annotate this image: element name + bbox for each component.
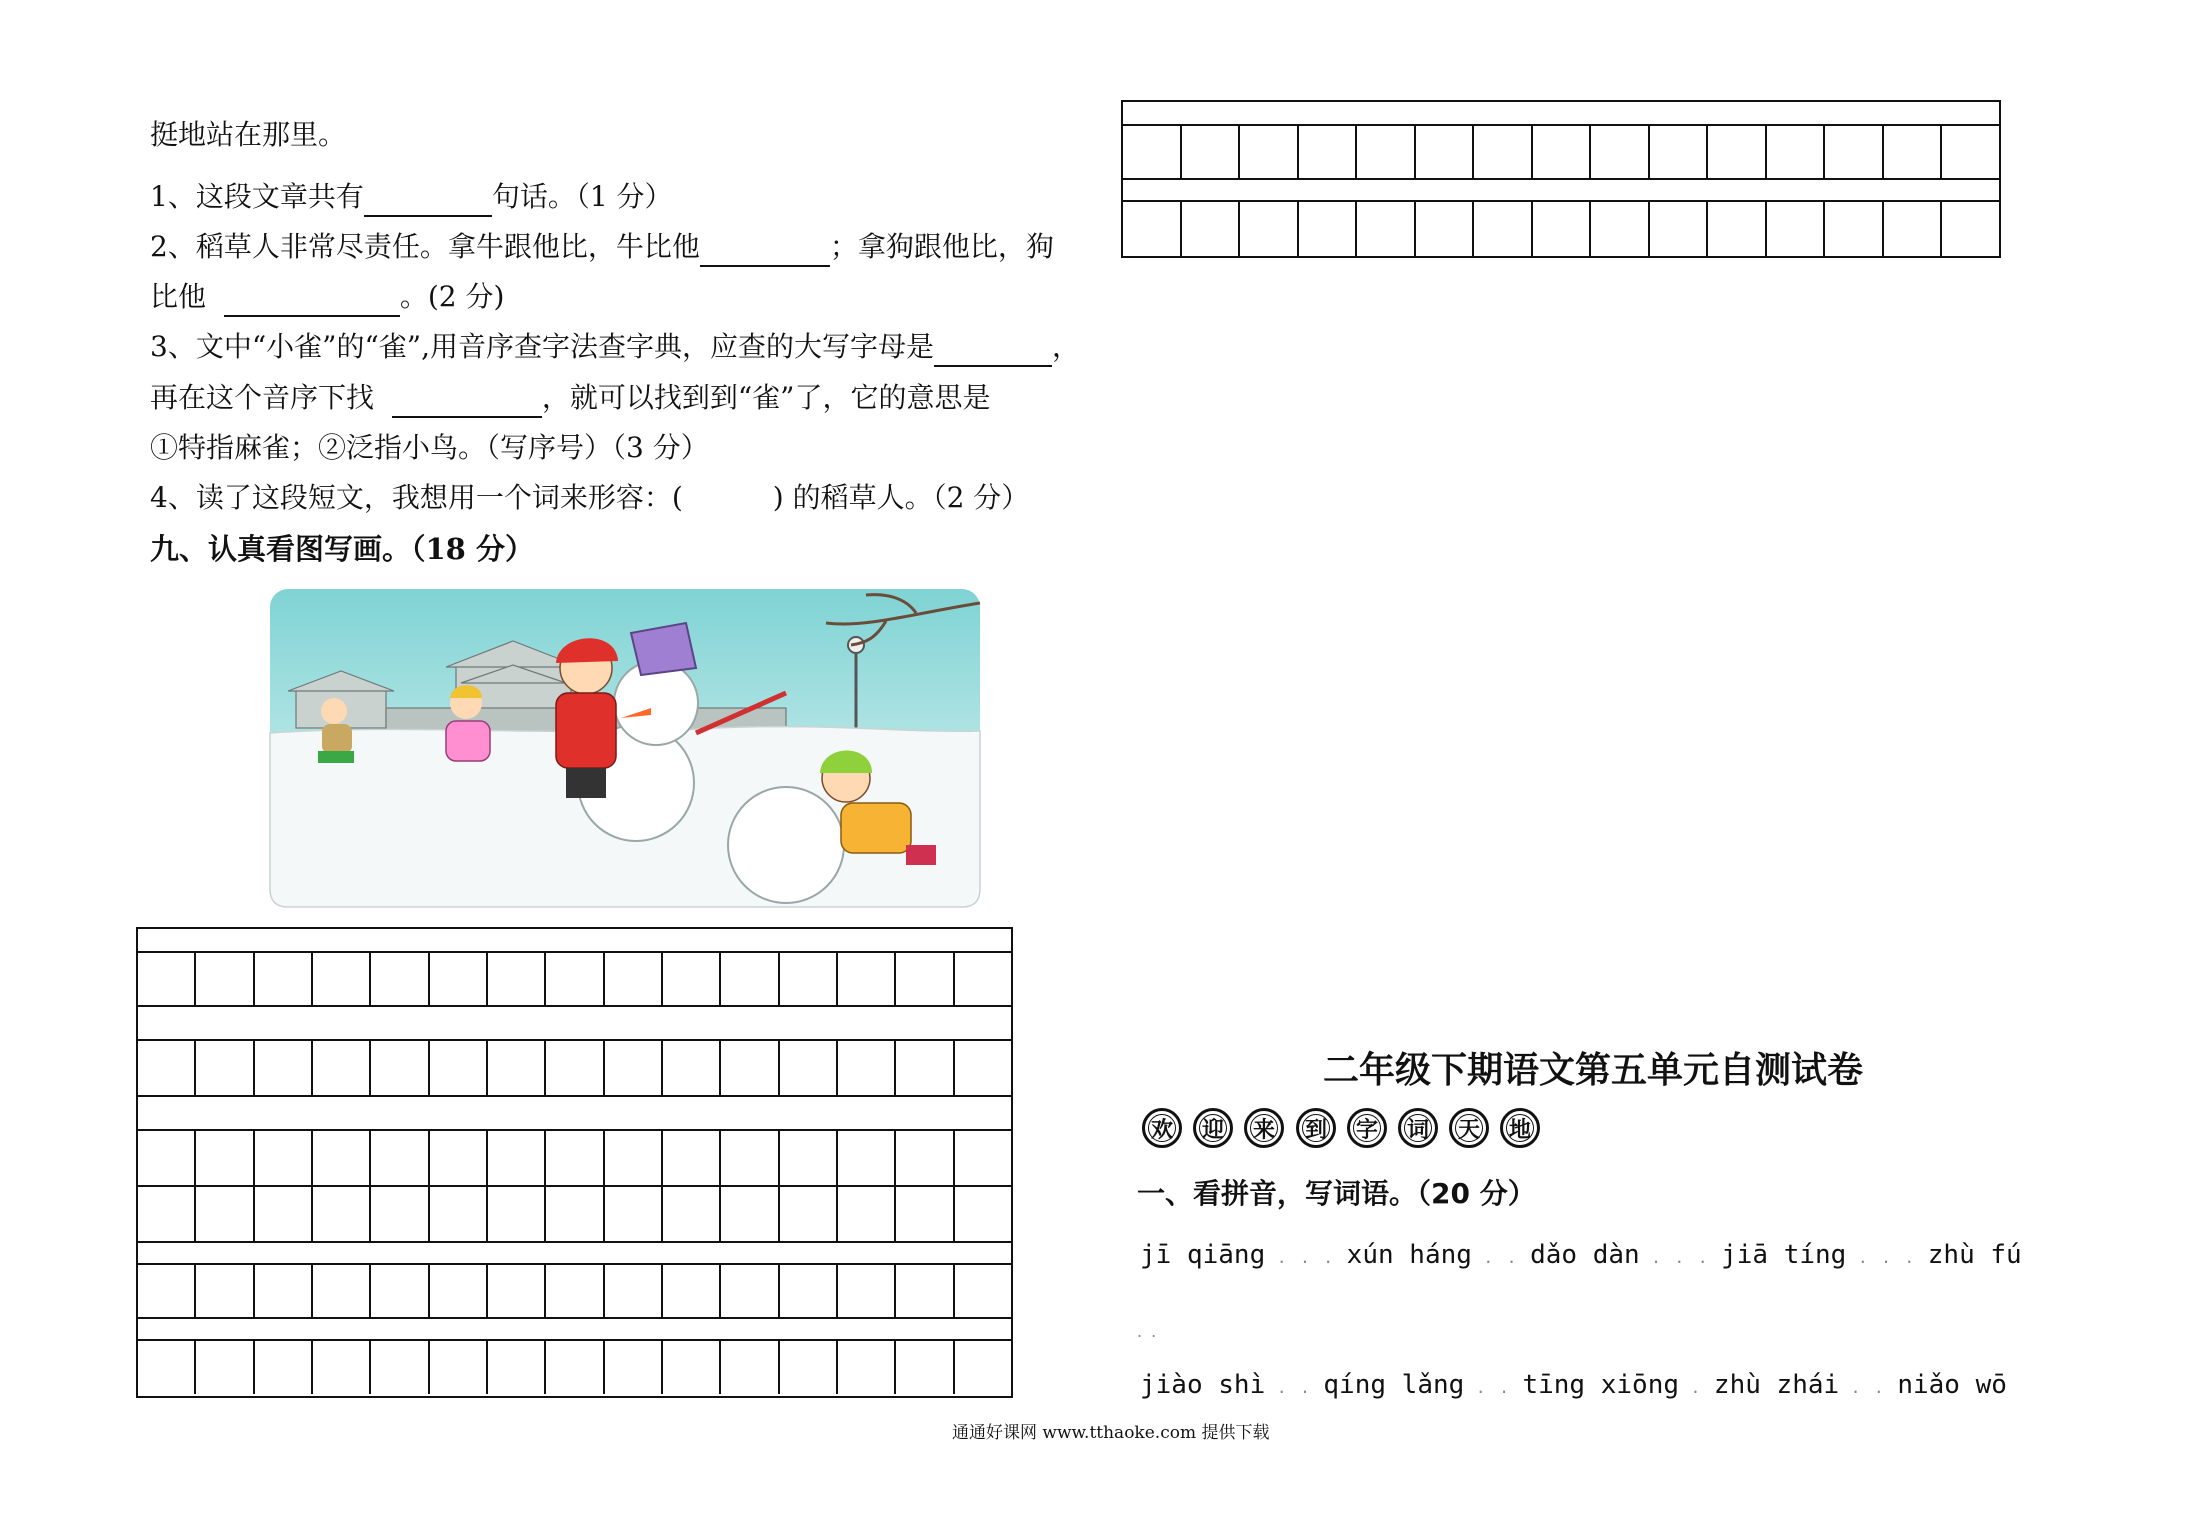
badge-char: 到 [1296, 1108, 1336, 1148]
answer-blank-q3-letter[interactable] [934, 335, 1052, 367]
pinyin-item: jiào shì [1140, 1370, 1266, 1400]
question-3-options: ①特指麻雀；②泛指小鸟。（写序号）（3 分） [150, 431, 709, 464]
grid-row[interactable] [138, 951, 1011, 1005]
badge-char: 迎 [1193, 1108, 1233, 1148]
snowman-illustration [266, 583, 988, 913]
grid-spacer [138, 1241, 1011, 1263]
badge-char: 欢 [1142, 1108, 1182, 1148]
grid-spacer [138, 1005, 1011, 1039]
pinyin-row-2: jiào shì . . qíng lǎng . . tīng xiōng . zhù zhái . . niǎo wō [1140, 1370, 2007, 1400]
snowball [728, 787, 844, 903]
grid-spacer [1123, 178, 1999, 200]
grid-row[interactable] [138, 1263, 1011, 1317]
grid-spacer [138, 1095, 1011, 1129]
pinyin-item: dǎo dàn [1530, 1240, 1640, 1270]
grid-row[interactable] [138, 1185, 1011, 1241]
grid-row[interactable] [138, 1129, 1011, 1185]
writing-grid-left[interactable] [136, 927, 1013, 1398]
grid-row[interactable] [138, 1339, 1011, 1394]
answer-blank-q3-syllable[interactable] [392, 386, 542, 418]
badge-char: 天 [1449, 1108, 1489, 1148]
answer-blank-q1[interactable] [364, 185, 492, 217]
pinyin-item: niǎo wō [1897, 1370, 2007, 1400]
pinyin-item: zhù zhái [1713, 1370, 1840, 1400]
badge-char: 来 [1244, 1108, 1284, 1148]
grid-spacer [1123, 102, 1999, 124]
grid-spacer [138, 1317, 1011, 1339]
answer-blank-q2-ox[interactable] [700, 235, 830, 267]
question-3-cont: 再在这个音序下找 ，就可以找到到“雀”了，它的意思是 [150, 378, 990, 418]
question-1: 1、这段文章共有 句话。（1 分） [150, 177, 673, 217]
grid-spacer [138, 929, 1011, 951]
pinyin-item: zhù fú [1927, 1240, 2022, 1270]
pinyin-item: tīng xiōng [1522, 1370, 1680, 1400]
pinyin-item: jiā tíng [1721, 1240, 1847, 1270]
dot-leader: . . [1137, 1322, 1159, 1341]
section-9-heading: 九、认真看图写画。（18 分） [150, 532, 534, 566]
pinyin-item: jī qiāng [1140, 1240, 1266, 1270]
passage-end-line: 挺地站在那里。 [150, 118, 347, 151]
footer-credit: 通通好课网 www.tthaoke.com 提供下载 [952, 1423, 1270, 1443]
question-4: 4、读了这段短文，我想用一个词来形容：( ) 的稻草人。（2 分） [150, 481, 1030, 514]
grid-row[interactable] [138, 1039, 1011, 1095]
pinyin-row-1: jī qiāng . . . xún háng . . dǎo dàn . . . jiā tíng . . . zhù fú [1140, 1240, 2022, 1270]
grid-row[interactable] [1123, 124, 1999, 178]
question-2: 2、稻草人非常尽责任。拿牛跟他比，牛比他 ；拿狗跟他比，狗 [150, 227, 1054, 267]
answer-blank-q2-dog[interactable] [224, 285, 400, 317]
question-2-cont: 比他 。(2 分) [150, 277, 504, 317]
badge-char: 词 [1398, 1108, 1438, 1148]
pinyin-item: qíng lǎng [1323, 1370, 1465, 1400]
pinyin-item: xún háng [1346, 1240, 1472, 1270]
question-3: 3、文中“小雀”的“雀”,用音序查字法查字典，应查的大写字母是 ， [150, 327, 1080, 367]
badge-char: 字 [1347, 1108, 1387, 1148]
exam-title: 二年级下期语文第五单元自测试卷 [1323, 1050, 1864, 1091]
badge-char: 地 [1500, 1108, 1540, 1148]
section-1-heading: 一、看拼音，写词语。（20 分） [1137, 1177, 1536, 1210]
grid-row[interactable] [1123, 200, 1999, 256]
writing-grid-right[interactable] [1121, 100, 2001, 258]
